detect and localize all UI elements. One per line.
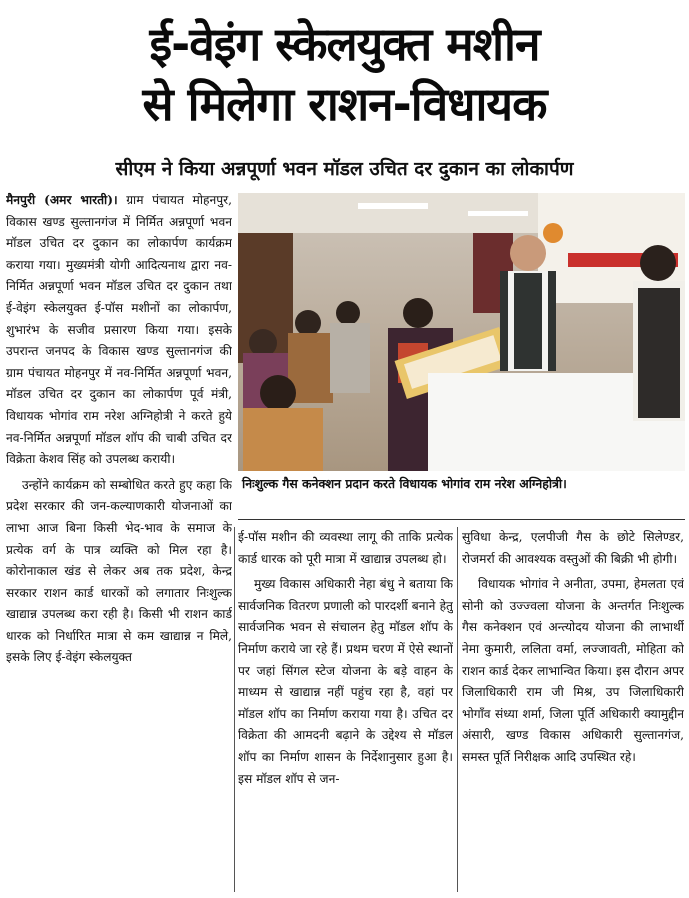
headline-line-2: से मिलेगा राशन-विधायक [142,77,547,131]
photo-caption: निःशुल्क गैस कनेक्शन प्रदान करते विधायक भोगांव राम नरेश अग्निहोत्री। [242,476,567,491]
paragraph: उन्होंने कार्यक्रम को सम्बोधित करते हुए कहा कि प्रदेश सरकार की जन-कल्याणकारी योजनाओं का लाभा आज बिना किसी भेद-भाव के समाज के प्रत्येक वर्ग के पात्र व्यक्ति को मिल रहा है। कोरोनाकाल खंड से लेकर अब तक प्रदेश, केन्द्र सरकार राशन कार्ड धारकों को लगातार निःशुल्क खाद्यान्न उपलब्ध करा रही है। किसी भी राशन कार्ड धारक को निर्धारित मात्रा से कम खाद्यान्न न मिले, इसके लिए ई-वेइंग स्केलयुक्त [6,477,232,665]
article-column-2 [238,527,453,892]
article-column-3 [462,527,684,892]
paragraph: विधायक भोगांव ने अनीता, उपमा, हेमलता एवं सोनी को उज्ज्वला योजना के अन्तर्गत निःशुल्क गैस कनेक्शन एवं अन्त्योदय योजना की लाभार्थी नेमा कुमारी, ललिता वर्मा, लज्जावती, मोहिता को राशन कार्ड देकर लाभान्वित किया। इस दौरान अपर जिलाधिकारी राम जी मिश्र, उप जिलाधिकारी भोगाँव संध्या शर्मा, जिला पूर्ति अधिकारी क्यामुद्दीन अंसारी, खण्ड विकास अधिकारी सुल्तानगंज, समस्त पूर्ति निरीक्षक आदि उपस्थित रहे। [462,577,684,764]
headline-line-1: ई-वेइंग स्केलयुक्त मशीन [149,17,540,71]
column-divider [234,527,235,892]
caption-divider [238,519,685,520]
paragraph: मुख्य विकास अधिकारी नेहा बंधु ने बताया कि सार्वजनिक वितरण प्रणाली को पारदर्शी बनाने हेतु सार्वजनिक भवन से संचालन हेतु मॉडल शॉप के निर्माण कराये जा रहे हैं। प्रथम चरण में ऐसे स्थानों पर जहां सिंगल स्टेज योजना के बड़े वाहन के माध्यम से खाद्यान्न नहीं पहुंच रहा है, वहां पर मॉडल शॉप का निर्माण कराया गया है। उचित दर विक्रेता की आमदनी बढ़ाने के उद्देश्य से मॉडल शॉप का निर्माण शासन के निर्देशानुसार हुआ है। इस मॉडल शॉप से जन- [238,577,453,786]
paragraph-text: ग्राम पंचायत मोहनपुर, विकास खण्ड सुल्तानगंज में निर्मित अन्नपूर्णा भवन मॉडल उचित दर दुकान का लोकार्पण कार्यक्रम कराया गया। मुख्यमंत्री योगी आदित्यनाथ द्वारा नव-निर्मित अन्नपूर्णा भवन मॉडल उचित दर दुकान तथा ई-वेइंग स्केलयुक्त ई-पॉस मशीनों का लोकार्पण, शुभारंभ के सजीव प्रसारण किया गया। इसके उपरान्त जनपद के विकास खण्ड सुल्तानगंज की ग्राम पंचायत मोहनपुर में नव-निर्मित अन्नपूर्णा भवन, मॉडल उचित दर दुकान का लोकार्पण पूर्व मंत्री, विधायक भोगांव राम नरेश अग्निहोत्री ने करते हुये नव-निर्मित अन्नपूर्णा मॉडल शॉप की चाबी उचित दर विक्रेता केशव सिंह को उपलब्ध करायी। [6,193,232,467]
article-column-1 [6,190,232,892]
news-photo [238,193,685,471]
paragraph: ई-पॉस मशीन की व्यवस्था लागू की ताकि प्रत्येक कार्ड धारक को पूरी मात्रा में खाद्यान्न उपलब्ध हो। [238,530,453,566]
photo-illustration [238,193,685,471]
paragraph: सुविधा केन्द्र, एलपीजी गैस के छोटे सिलेण्डर, रोजमर्रा की आवश्यक वस्तुओं की बिक्री भी होगी। [462,530,684,566]
column-divider [457,527,458,892]
dateline: मैनपुरी (अमर भारती)। [6,193,118,207]
headline [0,14,689,134]
subheadline: सीएम ने किया अन्नपूर्णा भवन मॉडल उचित दर दुकान का लोकार्पण [115,158,574,180]
paragraph [6,190,232,471]
